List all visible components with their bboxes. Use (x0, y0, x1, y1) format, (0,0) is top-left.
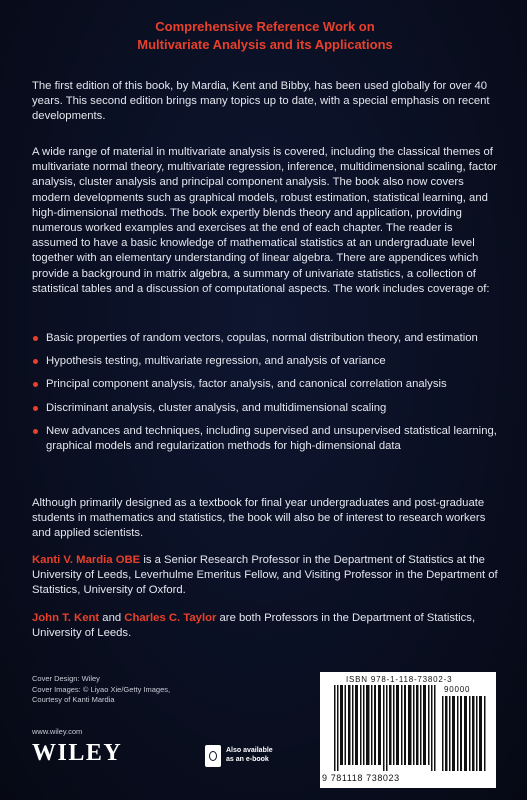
cover-heading (32, 18, 498, 54)
isbn-label: ISBN 978-1-118-73802-3 (346, 675, 453, 684)
bullet-icon (33, 429, 38, 434)
bullet-icon (33, 359, 38, 364)
list-item (32, 424, 498, 454)
list-item-text: Hypothesis testing, multivariate regression, and analysis of variance (46, 355, 386, 368)
list-item-text: Discriminant analysis, cluster analysis, and multidimensional scaling (46, 401, 387, 414)
bullet-icon (33, 406, 38, 411)
price-addon: 90000 (444, 685, 471, 694)
heading-line-2: Multivariate Analysis and its Applications (137, 37, 393, 52)
author-bio-text: are both Professors in the Department of Statistics, University of Leeds. (32, 612, 476, 640)
cover-credits (32, 674, 170, 706)
bullet-icon (33, 336, 38, 341)
ebook-badge (205, 745, 285, 775)
list-item-text: Principal component analysis, factor analysis, and canonical correlation analysis (46, 378, 447, 391)
author-bio-mardia (32, 553, 498, 599)
heading-line-1: Comprehensive Reference Work on (155, 19, 375, 34)
content-paragraph: A wide range of material in multivariate analysis is covered, including the classical themes of multivariate normal theory, multivariate regression, inference, multidimensional scaling, factor analysis, cluster analysis and principal component analysis. The book also now covers modern developments such as graphical models, robust estimation, statistical learning, and high-dimensional methods. The book expertly blends theory and application, providing numerous worked examples and exercises at the end of each chapter. The reader is assumed to have a basic knowledge of mathematical statistics at an undergraduate level together with an elementary understanding of linear algebra. There are appendices which provide a background in matrix algebra, a summary of univariate statistics, a collection of statistical tables and a discussion of computational aspects. The work includes coverage of: (32, 146, 498, 295)
list-item (32, 401, 498, 416)
author-name: Kanti V. Mardia OBE (32, 554, 141, 566)
list-item (32, 331, 498, 346)
author-bio-kent-taylor (32, 611, 498, 641)
audience-paragraph: Although primarily designed as a textbook for final year undergraduates and post-graduate students in mathematics and statistics, the book will also be of interest to research workers and applied scientists. (32, 497, 486, 540)
website-link[interactable]: www.wiley.com (32, 727, 83, 736)
ebook-icon (205, 745, 221, 767)
author-name: Charles C. Taylor (124, 612, 217, 624)
intro-paragraph: The first edition of this book, by Mardia, Kent and Bibby, has been used globally for over 40 years. This second edition brings many topics up to date, with a special emphasis on recent developments. (32, 80, 490, 123)
author-name: John T. Kent (32, 612, 100, 624)
author-bio-text: is a Senior Research Professor in the Department of Statistics at the University of Leeds, Leverhulme Emeritus Fellow, and Visiting Professor in the Department of Statistics, University of Oxford. (32, 554, 498, 597)
list-item (32, 377, 498, 392)
coverage-list (32, 331, 498, 462)
addon-bars (442, 696, 486, 771)
barcode-bars (334, 685, 438, 771)
credit-design: Cover Design: Wiley (32, 674, 100, 683)
list-item-text: Basic properties of random vectors, copulas, normal distribution theory, and estimation (46, 332, 478, 344)
publisher-logo: WILEY (32, 740, 123, 766)
credit-courtesy: Courtesy of Kanti Mardia (32, 695, 115, 704)
conjunction-text: and (99, 612, 125, 624)
list-item (32, 354, 498, 369)
barcode (320, 672, 496, 788)
barcode-digits: 9 781118 738023 (322, 773, 400, 783)
list-item-text: New advances and techniques, including supervised and unsupervised statistical learning, graphical models and regularization methods for high-dimensional data (46, 424, 497, 453)
ebook-line-2: as an e-book (226, 756, 269, 763)
bullet-icon (33, 382, 38, 387)
ebook-text (226, 746, 273, 764)
credit-images: Cover Images: © Liyao Xie/Getty Images, (32, 684, 171, 694)
ebook-line-1: Also available (226, 747, 273, 754)
